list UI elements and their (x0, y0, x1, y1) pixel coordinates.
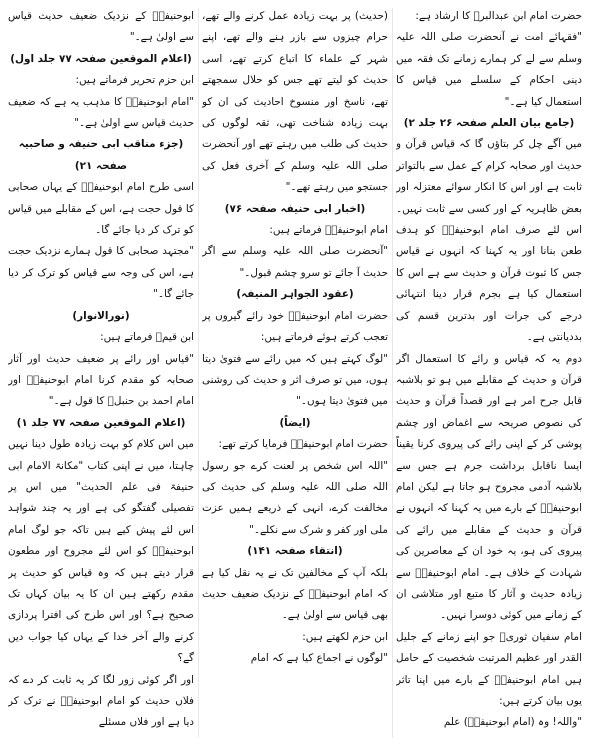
text-column-left (8, 6, 194, 740)
citation: (اخبار ابی حنیفہ صفحہ ۷۶) (224, 202, 366, 215)
citation: (اعلام الموقعین صفحہ ۷۷ جلد اول) (10, 52, 192, 65)
citation: (جامع بیان العلم صفحہ ۲۶ جلد ۲) (403, 117, 575, 130)
citation: (نورالانوار) (72, 309, 130, 322)
paragraph: حضرت امام ابوحنیفہؒ فرمایا کرتے تھے: (218, 438, 388, 451)
paragraph: ابن قیمؒ فرماتے ہیں: (100, 331, 194, 344)
quotation: "امام ابوحنیفہؒ کا مذہب یہ ہے کہ ضعیف حدیث قیاس سے اولیٰ ہے۔" (8, 95, 194, 130)
quotation: "مجتہد صحابی کا قول ہمارے نزدیک حجت ہے، اس کی وجہ سے قیاس کو ترک کر دیا جائے گا۔" (8, 245, 194, 301)
paragraph: میں اس کلام کو بہت زیادہ طول دینا نہیں چاہتا، میں نے اپنی کتاب "مکانۃ الامام ابی حنیفۃ فی علم الحدیث" میں اس پر تفصیلی گفتگو کی ہے اور یہ چند شواہد اس لئے پیش کیے ہیں تاکہ جو لوگ امام ابوحنیفہؒ کو اس لئے مجروح اور مطعون قرار دیتے ہیں کہ وہ قیاس کو حدیث پر مقدم رکھتے ہیں ان کا یہ بیان کہاں تک صحیح ہے؟ اور اس طرح کی افترا پردازی کرنے والے آخر خدا کے یہاں کیا جواب دیں گے؟ (8, 438, 194, 665)
paragraph: میں آگے چل کر بتاؤں گا کہ قیاس قرآن و حدیث اور صحابہ کرام کے عمل سے بالتواتر ثابت ہے اور اس کا انکار سوائے معتزلہ اور بعض ظاہریہ کے اور کسی سے ثابت نہیں۔ اس لئے صرف امام ابوحنیفہؒ کو ہدف طعن بنانا اور یہ کہنا کہ انہوں نے قیاس جس کا ثبوت قرآن و حدیث سے ہے اس کا استعمال کیا ہے بجرم قرار دینا انتہائی درجے کی جرات اور بدترین قسم کی بددیانتی ہے۔ (396, 138, 582, 344)
paragraph: اسی طرح امام ابوحنیفہؒ کے یہاں صحابی کا قول حجت ہے، اس کے مقابلے میں قیاس کو ترک کر دیا جائے گا۔ (8, 181, 194, 237)
citation: (جزء مناقب ابی حنیفہ و صاحبیہ صفحہ ۲۱) (18, 138, 184, 172)
text-column-right (396, 6, 582, 740)
citation: (ایضاً) (279, 416, 311, 429)
quotation: "لوگ کہتے ہیں کہ میں رائے سے فتویٰ دیتا ہوں، میں تو صرف اثر و حدیث کی روشنی میں فتویٰ دیتا ہوں۔" (202, 352, 388, 408)
paragraph: دوم یہ کہ قیاس و رائے کا استعمال اگر قرآن و حدیث کے مقابلے میں ہو تو بلاشبہ قابل جرح امر ہے اور قصداً قرآن و حدیث کی نصوص صریحہ سے اغماض اور چشم پوشی کر کے اپنی رائے کی پیروی کرنا یقیناً ایسا ناقابل برداشت جرم ہے جس سے بلاشبہ آدمی مجروح ہو جاتا ہے لیکن امام ابوحنیفہؒ کے بارے میں یہ کہنا کہ انہوں نے قرآن و حدیث کے مقابلے میں رائے کی پیروی کی ہو، یہ خود ان کے معاصرین کی شہادت کے خلاف ہے۔ امام ابوحنیفہؒ سے زیادہ حدیث و آثار کا متبع اور متلاشی ان کے زمانے میں کوئی دوسرا نہیں۔ (396, 352, 582, 622)
paragraph: حضرت امام ابوحنیفہؒ خود رائے گیروں پر تعجب کرتے ہوئے فرماتے ہیں: (202, 309, 388, 344)
paragraph: ابن حزم لکھتے ہیں: (302, 630, 388, 643)
quotation: ابوحنیفہؒ کے نزدیک ضعیف حدیث قیاس سے اولیٰ ہے۔" (8, 10, 194, 44)
paragraph: اور اگر کوئی زور لگا کر یہ ثابت کر دے کہ فلاں حدیث کو امام ابوحنیفہؒ نے ترک کر دیا ہے اور فلاں مسئلے (8, 673, 194, 729)
quotation: "واللہ! وہ (امام ابوحنیفہؒ) علم (443, 716, 582, 729)
citation: (انتقاء صفحہ ۱۴۱) (247, 545, 343, 558)
paragraph: ابن حزم تحریر فرماتے ہیں: (75, 74, 194, 87)
quotation: "لوگوں نے اجماع کیا ہے کہ امام (250, 652, 388, 665)
quotation: "اللہ اس شخص پر لعنت کرے جو رسول اللہ صلی اللہ علیہ وسلم کی حدیث کی مخالفت کرے، انہی کے ذریعے ہمیں عزت ملی اور کفر و شرک سے نکلے۔" (202, 459, 388, 536)
quotation: (حدیث) پر بہت زیادہ عمل کرنے والے تھے، حرام چیزوں سے بازر ہنے والے تھے، اپنے شہر کے علماء کا اتباع کرتے تھے، اسی حدیث کو لیتے تھے جس کو حلال سمجھتے تھے، ناسخ اور منسوخ احادیث کی ان کو بہت زیادہ شناخت تھی، ثقہ لوگوں کی حدیث کی طلب میں رہتے تھے اور آنحضرت صلی اللہ علیہ وسلم کے آخری فعل کی جستجو میں رہتے تھے۔" (202, 10, 388, 194)
citation: (عقود الجواہر المنیفہ) (236, 288, 354, 301)
paragraph: امام سفیان ثوریؒ جو اپنے زمانے کے جلیل القدر اور عظیم المرتبت شخصیت کے حامل ہیں امام ابوحنیفہؒ کے بارے میں اپنا تاثر یوں بیان کرتے ہیں: (396, 630, 582, 707)
text-column-middle (202, 6, 388, 740)
paragraph: امام ابوحنیفہؒ فرماتے ہیں: (269, 224, 388, 237)
quotation: "قیاس اور رائے پر ضعیف حدیث اور آثار صحابہ کو مقدم کرنا امام ابوحنیفہؒ اور امام احمد بن حنبلؒ کا قول ہے۔" (8, 352, 194, 408)
paragraph: بلکہ آپ کے مخالفین تک نے یہ نقل کیا ہے کہ امام ابوحنیفہؒ کے نزدیک ضعیف حدیث بھی قیاس سے اولیٰ ہے۔ (202, 566, 388, 622)
citation: (اعلام الموقعین صفحہ ۷۷ جلد ۱) (16, 416, 186, 429)
quotation: "آنحضرت صلی اللہ علیہ وسلم سے اگر حدیث آ جائے تو سرو چشم قبول۔" (202, 245, 388, 279)
paragraph: حضرت امام ابن عبدالبرؒ کا ارشاد ہے: (415, 10, 582, 22)
quotation: "فقہائے امت نے آنحضرت صلی اللہ علیہ وسلم سے لے کر ہمارے زمانے تک فقہ میں دینی احکام کے سلسلے میں قیاس کا استعمال کیا ہے۔" (396, 31, 582, 108)
column-divider (392, 8, 393, 738)
column-divider (198, 8, 199, 738)
